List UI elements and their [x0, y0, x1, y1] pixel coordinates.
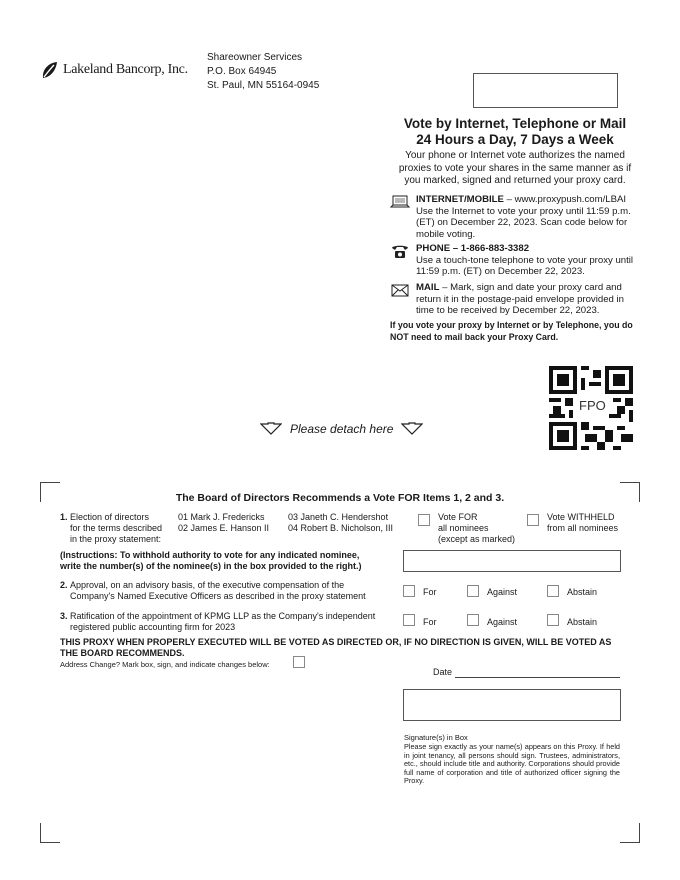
vote-withheld-label: [547, 512, 618, 534]
qr-placeholder-label: FPO: [579, 398, 606, 413]
vote-for-all-checkbox[interactable]: [418, 514, 430, 526]
mail-heading: MAIL: [416, 282, 440, 293]
item2-text-line: Company's Named Executive Officers as described in the proxy statement: [70, 591, 366, 601]
envelope-icon: [390, 282, 410, 298]
nominee: 02 James E. Hanson II: [178, 523, 270, 533]
item1-text: [70, 512, 162, 545]
return-address: [207, 51, 319, 93]
vote-title-line: Vote by Internet, Telephone or Mail: [403, 116, 627, 131]
item2-abstain-checkbox[interactable]: [547, 585, 559, 597]
item3-abstain-label: Abstain: [567, 617, 598, 627]
address-change-label: Address Change? Mark box, sign, and indicate changes below:: [60, 660, 270, 669]
phone-heading: PHONE – 1-866-883-3382: [416, 243, 530, 254]
laptop-icon: [390, 194, 410, 210]
item2-text-line: Approval, on an advisory basis, of the executive compensation of the: [70, 580, 345, 590]
item3-for-label: For: [423, 617, 437, 627]
signature-instructions: Please sign exactly as your name(s) appears on this Proxy. If held in joint tenancy, all persons should sign. Trustees, administrators, etc., should include title and authority. Corporations should provide full name of corporation and title of authorized officer signing the Proxy.: [404, 742, 620, 786]
vote-for-line: Vote FOR: [438, 512, 478, 522]
detach-label: Please detach here: [290, 422, 394, 436]
down-arrow-icon: [401, 422, 423, 436]
item3-against-checkbox[interactable]: [467, 614, 479, 626]
item1-text-line: in the proxy statement:: [70, 534, 162, 544]
vote-title: [390, 116, 640, 148]
vote-withheld-line: Vote WITHHELD: [547, 512, 615, 522]
internet-url[interactable]: – www.proxypush.com/LBAI: [503, 194, 627, 205]
address-line: St. Paul, MN 55164-0945: [207, 80, 320, 91]
mail-text: – Mark, sign and date your proxy card and return it in the postage-paid envelope provided in time to be received by December 22, 2023.: [416, 282, 625, 316]
company-logo-text: Lakeland Bancorp, Inc.: [63, 62, 188, 77]
item2-for-checkbox[interactable]: [403, 585, 415, 597]
date-input-line[interactable]: [455, 677, 620, 678]
item2-against-label: Against: [487, 587, 518, 597]
detach-line: [260, 422, 423, 436]
leaf-logo-icon: [40, 60, 60, 80]
withhold-instructions: (Instructions: To withhold authority to vote for any indicated nominee, write the number(s) of the nominee(s) in the box provided to the right.): [60, 550, 362, 571]
item1-number: 1.: [60, 512, 68, 522]
vote-withheld-line: from all nominees: [547, 523, 619, 533]
signature-label: Signature(s) in Box: [404, 733, 468, 742]
down-arrow-icon: [260, 422, 282, 436]
item3-against-label: Against: [487, 617, 518, 627]
telephone-icon: [390, 243, 410, 259]
vote-for-all-label: [438, 512, 515, 545]
vote-withheld-checkbox[interactable]: [527, 514, 539, 526]
proxy-statement: THIS PROXY WHEN PROPERLY EXECUTED WILL BE VOTED AS DIRECTED OR, IF NO DIRECTION IS GIVEN, WILL BE VOTED AS THE BOARD RECOMMENDS.: [60, 637, 612, 658]
mail-method: [390, 282, 640, 317]
internet-method: [390, 194, 640, 240]
mail-note: If you vote your proxy by Internet or by Telephone, you do NOT need to mail back your Proxy Card.: [390, 320, 633, 342]
signature-box[interactable]: [403, 689, 621, 721]
item2-text: [70, 580, 366, 602]
nominee: 04 Robert B. Nicholson, III: [288, 523, 394, 533]
internet-text: Use the Internet to vote your proxy until 11:59 p.m. (ET) on December 22, 2023. Scan code below for mobile voting.: [416, 205, 631, 240]
item3-text-line: registered public accounting firm for 2023: [70, 622, 236, 632]
item1-text-line: Election of directors: [70, 512, 150, 522]
control-number-box: [473, 73, 618, 108]
item3-text-line: Ratification of the appointment of KPMG LLP as the Company's independent: [70, 611, 376, 621]
crop-mark-bottom-right: [620, 823, 640, 843]
vote-intro: Your phone or Internet vote authorizes the named proxies to vote your shares in the same manner as if you marked, signed and returned your proxy card.: [398, 150, 632, 186]
address-line: P.O. Box 64945: [207, 66, 277, 77]
nominees-column-1: [178, 512, 269, 534]
vote-title-line: 24 Hours a Day, 7 Days a Week: [416, 132, 614, 147]
internet-heading: INTERNET/MOBILE: [416, 194, 504, 205]
item3-abstain-checkbox[interactable]: [547, 614, 559, 626]
item2-against-checkbox[interactable]: [467, 585, 479, 597]
item2-number: 2.: [60, 580, 68, 590]
item2-for-label: For: [423, 587, 437, 597]
nominee: 03 Janeth C. Hendershot: [288, 512, 389, 522]
item3-number: 3.: [60, 611, 68, 621]
vote-for-line: (except as marked): [438, 534, 516, 544]
company-logo: [40, 60, 188, 80]
item2-abstain-label: Abstain: [567, 587, 598, 597]
address-change-checkbox[interactable]: [293, 656, 305, 668]
address-line: Shareowner Services: [207, 52, 303, 63]
date-label: Date: [433, 667, 453, 677]
phone-method: [390, 243, 640, 278]
nominees-column-2: [288, 512, 393, 534]
nominee: 01 Mark J. Fredericks: [178, 512, 265, 522]
board-recommendation: The Board of Directors Recommends a Vote FOR Items 1, 2 and 3.: [175, 492, 505, 504]
item3-for-checkbox[interactable]: [403, 614, 415, 626]
crop-mark-bottom-left: [40, 823, 60, 843]
item3-text: [70, 611, 375, 633]
item1-text-line: for the terms described: [70, 523, 163, 533]
phone-text: Use a touch-tone telephone to vote your proxy until 11:59 p.m. (ET) on December 22, 2023.: [416, 254, 634, 277]
vote-for-line: all nominees: [438, 523, 489, 533]
withhold-nominee-input[interactable]: [403, 550, 621, 572]
